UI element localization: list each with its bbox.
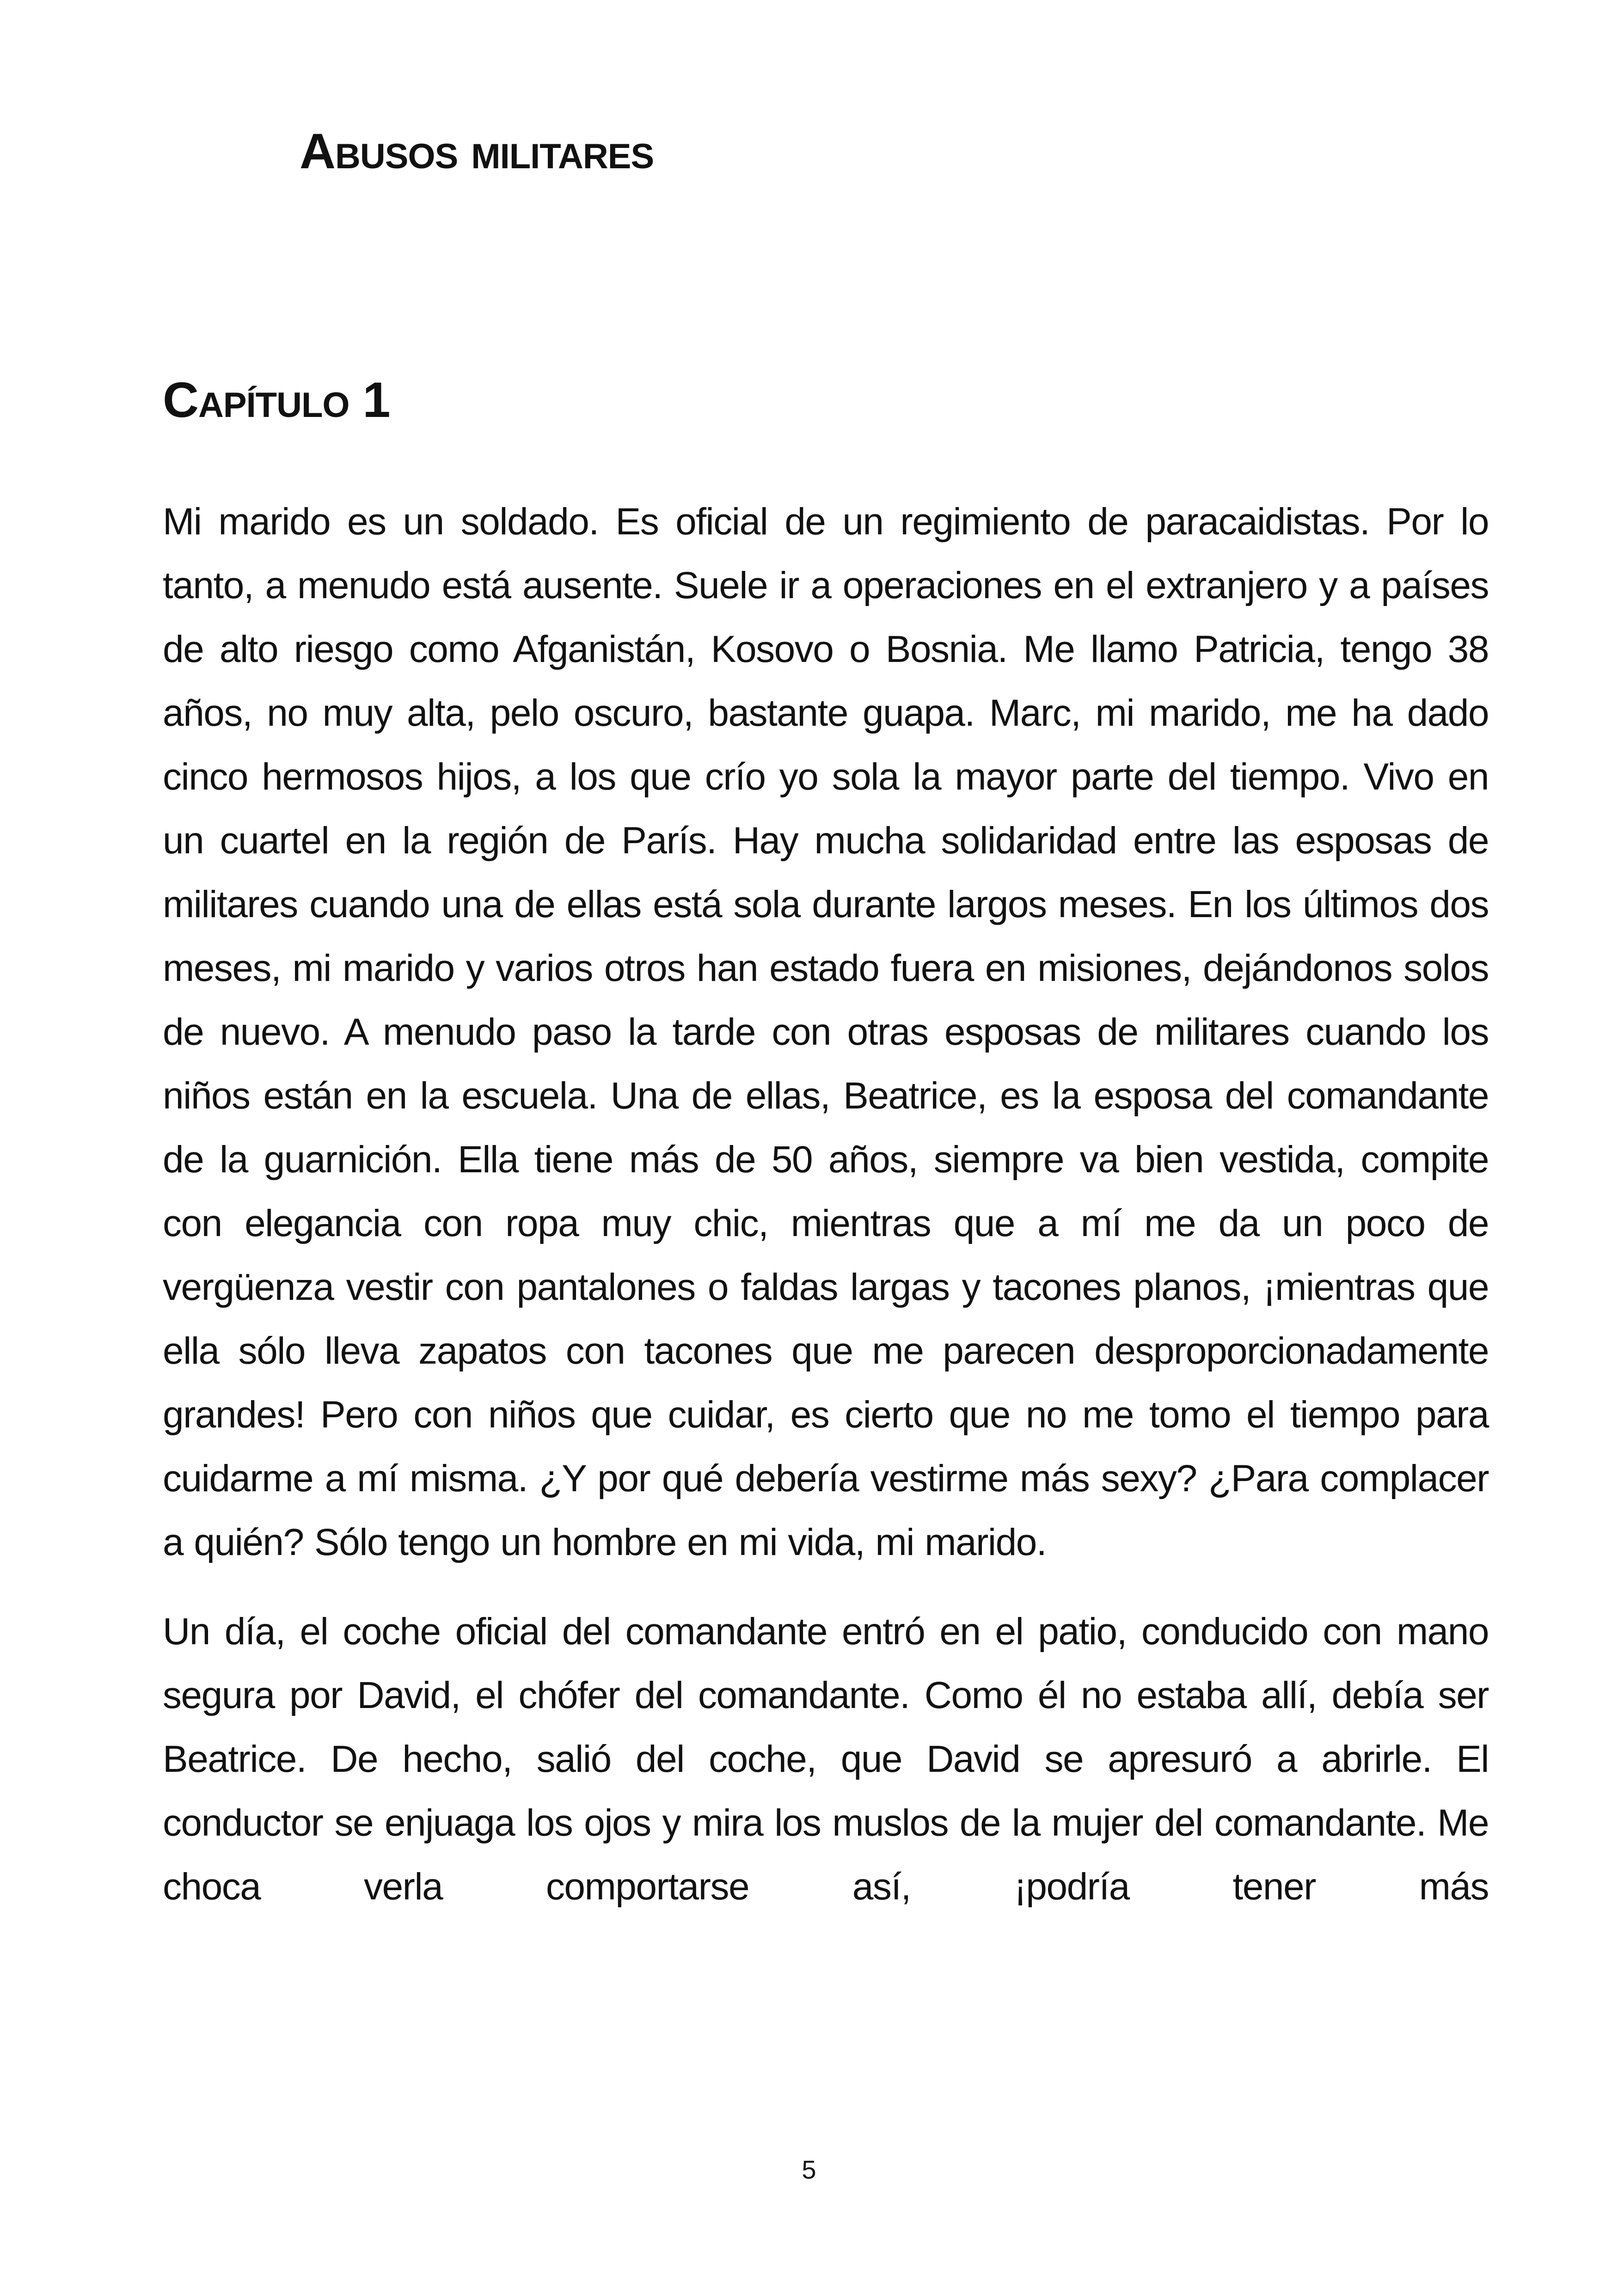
paragraph: Mi marido es un soldado. Es oficial de un regimiento de paracaidistas. Por lo tanto, a menudo está ausente. Suele ir a operaciones en el extranjero y a países de alto riesgo como Afganistán, Kosovo o Bosnia. Me llamo Patricia, tengo 38 años, no muy alta, pelo oscuro, bastante guapa. Marc, mi marido, me ha dado cinco hermosos hijos, a los que crío yo sola la mayor parte del tiempo. Vivo en un cuartel en la región de París. Hay mucha solidaridad entre las esposas de militares cuando una de ellas está sola durante largos meses. En los últimos dos meses, mi marido y varios otros han estado fuera en misiones, dejándonos solos de nuevo. A menudo paso la tarde con otras esposas de militares cuando los niños están en la escuela. Una de ellas, Beatrice, es la esposa del comandante de la guarnición. Ella tiene más de 50 años, siempre va bien vestida, compite con elegancia con ropa muy chic, mientras que a mí me da un poco de vergüenza vestir con pantalones o faldas largas y tacones planos, ¡mientras que ella sólo lleva zapatos con tacones que me parecen desproporcionadamente grandes! Pero con niños que cuidar, es cierto que no me tomo el tiempo para cuidarme a mí misma. ¿Y por qué debería vestirme más sexy? ¿Para complacer a quién? Sólo tengo un hombre en mi vida, mi marido.	[163, 501, 1489, 1563]
book-title: Abusos militares	[300, 123, 654, 179]
chapter-body	[163, 490, 1489, 1944]
page-number: 5	[802, 2155, 816, 2184]
chapter-title: Capítulo 1	[163, 372, 390, 428]
paragraph: Un día, el coche oficial del comandante entró en el patio, conducido con mano segura por David, el chófer del comandante. Como él no estaba allí, debía ser Beatrice. De hecho, salió del coche, que David se apresuró a abrirle. El conductor se enjuaga los ojos y mira los muslos de la mujer del comandante. Me choca verla comportarse así, ¡podría tener más	[163, 1610, 1489, 1908]
